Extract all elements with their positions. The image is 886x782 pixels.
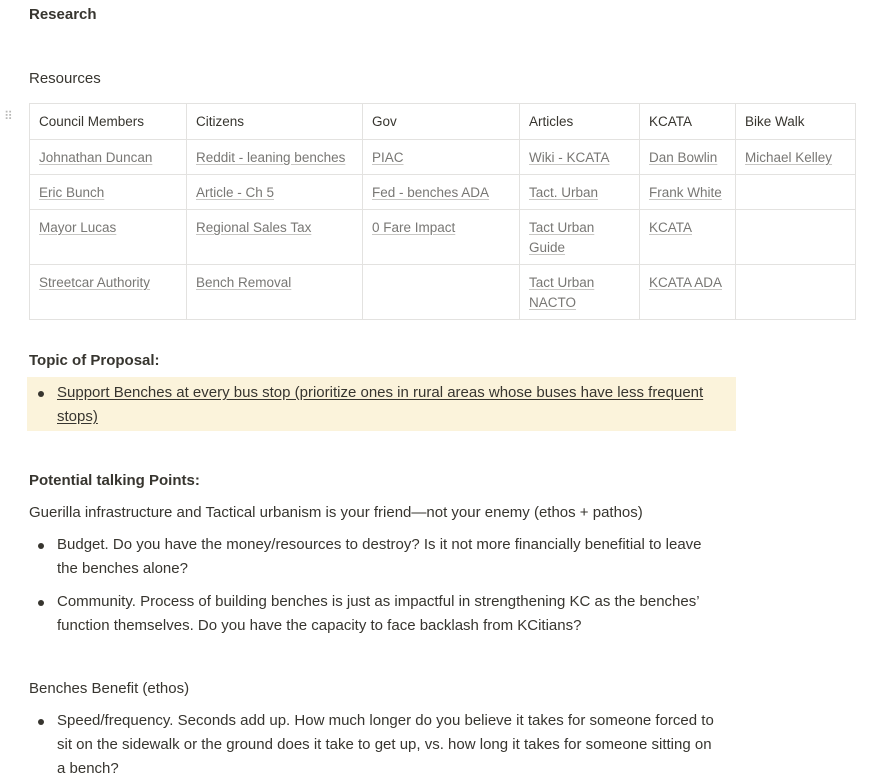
table-cell[interactable] <box>187 140 363 175</box>
benefit-title: Benches Benefit (ethos) <box>29 680 190 697</box>
table-cell[interactable] <box>30 140 187 175</box>
table-cell[interactable] <box>640 210 736 265</box>
table-cell[interactable] <box>736 140 856 175</box>
table-cell[interactable] <box>30 265 187 320</box>
column-header[interactable]: Council Members <box>30 104 187 140</box>
table-row <box>30 265 856 320</box>
table-cell[interactable] <box>187 210 363 265</box>
table-cell[interactable] <box>187 265 363 320</box>
resource-link[interactable]: Tact Urban Guide <box>529 220 595 255</box>
resource-link[interactable]: Tact. Urban <box>529 185 599 200</box>
table-cell[interactable] <box>363 175 520 210</box>
resource-link[interactable]: Reddit - leaning benches <box>196 150 346 165</box>
column-header[interactable]: KCATA <box>640 104 736 140</box>
table-cell[interactable] <box>363 265 520 320</box>
list-item[interactable]: Community. Process of building benches is just as impactful in strengthening KC as the benches’ function themselves. Do you have the capacity to face backlash from KCitians? <box>29 590 719 638</box>
table-row <box>30 140 856 175</box>
table-row <box>30 210 856 265</box>
table-cell[interactable] <box>736 210 856 265</box>
resources-title: Resources <box>29 70 101 87</box>
section-title: Research <box>29 6 97 23</box>
resource-link[interactable]: Tact Urban NACTO <box>529 275 595 310</box>
table-cell[interactable] <box>520 210 640 265</box>
resource-link[interactable]: Johnathan Duncan <box>39 150 153 165</box>
list-item[interactable]: Speed/frequency. Seconds add up. How much longer do you believe it takes for someone forced to sit on the sidewalk or the ground does it take to get up, vs. how long it takes for someone sitting on a bench? <box>29 709 719 781</box>
resource-link[interactable]: Article - Ch 5 <box>196 185 275 200</box>
topic-title: Topic of Proposal: <box>29 352 160 369</box>
resource-link[interactable]: KCATA ADA <box>649 275 723 290</box>
table-header-row <box>30 104 856 140</box>
resource-link[interactable]: Dan Bowlin <box>649 150 718 165</box>
resource-link[interactable]: Fed - benches ADA <box>372 185 490 200</box>
resource-link[interactable]: KCATA <box>649 220 693 235</box>
table-cell[interactable] <box>736 175 856 210</box>
table-cell[interactable] <box>363 140 520 175</box>
table-cell[interactable] <box>30 210 187 265</box>
table-cell[interactable] <box>363 210 520 265</box>
talking-points-title: Potential talking Points: <box>29 472 200 489</box>
column-header[interactable]: Citizens <box>187 104 363 140</box>
table-drag-handle-icon[interactable]: ⠿ <box>4 109 14 123</box>
topic-list <box>29 381 739 429</box>
resource-link[interactable]: Eric Bunch <box>39 185 105 200</box>
table-cell[interactable] <box>520 265 640 320</box>
resource-link[interactable]: PIAC <box>372 150 404 165</box>
resource-link[interactable]: Bench Removal <box>196 275 292 290</box>
table-cell[interactable] <box>187 175 363 210</box>
column-header[interactable]: Articles <box>520 104 640 140</box>
talking-points-intro: Guerilla infrastructure and Tactical urbanism is your friend—not your enemy (ethos + pathos) <box>29 504 643 521</box>
resources-table <box>29 103 856 320</box>
table-cell[interactable] <box>520 140 640 175</box>
resource-link[interactable]: 0 Fare Impact <box>372 220 456 235</box>
column-header[interactable]: Bike Walk <box>736 104 856 140</box>
table-row <box>30 175 856 210</box>
list-item[interactable] <box>29 381 739 429</box>
resource-link[interactable]: Streetcar Authority <box>39 275 151 290</box>
table-cell[interactable] <box>30 175 187 210</box>
resource-link[interactable]: Michael Kelley <box>745 150 833 165</box>
resource-link[interactable]: Wiki - KCATA <box>529 150 610 165</box>
resource-link[interactable]: Regional Sales Tax <box>196 220 312 235</box>
benefit-list <box>29 709 719 781</box>
topic-link[interactable]: Support Benches at every bus stop (prioritize ones in rural areas whose buses have less frequent stops) <box>57 384 704 425</box>
table-cell[interactable] <box>520 175 640 210</box>
resource-link[interactable]: Mayor Lucas <box>39 220 117 235</box>
resource-link[interactable]: Frank White <box>649 185 722 200</box>
table-cell[interactable] <box>640 265 736 320</box>
talking-points-list <box>29 533 719 647</box>
table-cell[interactable] <box>736 265 856 320</box>
table-cell[interactable] <box>640 175 736 210</box>
column-header[interactable]: Gov <box>363 104 520 140</box>
table-cell[interactable] <box>640 140 736 175</box>
list-item[interactable]: Budget. Do you have the money/resources to destroy? Is it not more financially benefitial to leave the benches alone? <box>29 533 719 581</box>
